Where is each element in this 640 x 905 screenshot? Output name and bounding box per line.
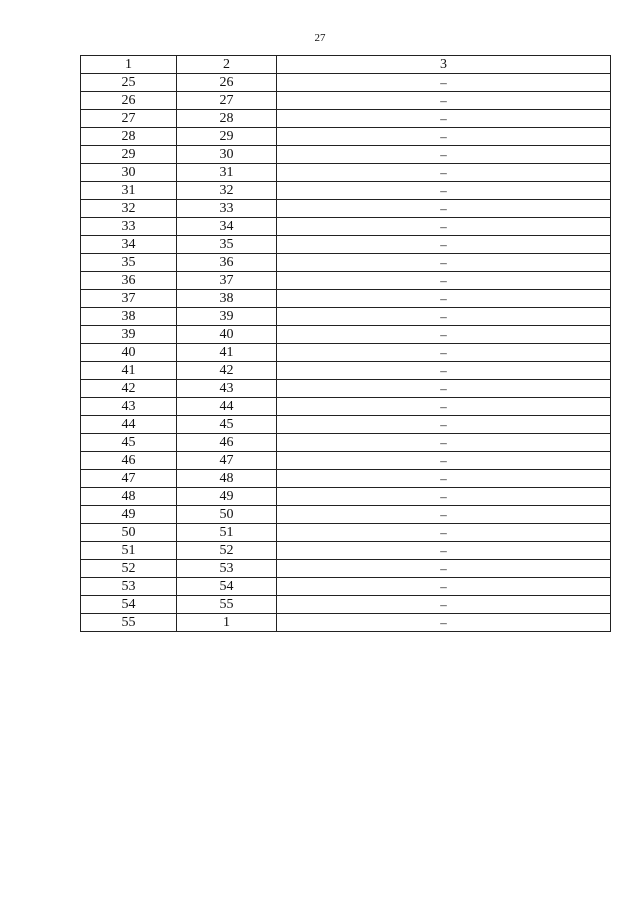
table-cell-col3: – <box>277 506 611 524</box>
column-header-1: 1 <box>81 56 177 74</box>
table-cell-col1: 52 <box>81 560 177 578</box>
table-cell-col2: 29 <box>177 128 277 146</box>
table-cell-col3: – <box>277 452 611 470</box>
table-cell-col2: 33 <box>177 200 277 218</box>
table-cell-col2: 35 <box>177 236 277 254</box>
table-cell-col1: 54 <box>81 596 177 614</box>
table-cell-col2: 36 <box>177 254 277 272</box>
table-cell-col1: 53 <box>81 578 177 596</box>
table-cell-col3: – <box>277 488 611 506</box>
table-cell-col3: – <box>277 596 611 614</box>
table-cell-col1: 37 <box>81 290 177 308</box>
table-cell-col1: 38 <box>81 308 177 326</box>
table-cell-col2: 42 <box>177 362 277 380</box>
table-row <box>81 452 611 470</box>
table-cell-col2: 46 <box>177 434 277 452</box>
table-body <box>81 74 611 632</box>
table-cell-col2: 54 <box>177 578 277 596</box>
table-row <box>81 344 611 362</box>
table-row <box>81 560 611 578</box>
table-cell-col3: – <box>277 128 611 146</box>
table-cell-col3: – <box>277 272 611 290</box>
table-row <box>81 182 611 200</box>
table-cell-col3: – <box>277 308 611 326</box>
table-cell-col1: 48 <box>81 488 177 506</box>
table-cell-col3: – <box>277 74 611 92</box>
table-cell-col1: 39 <box>81 326 177 344</box>
table-cell-col3: – <box>277 524 611 542</box>
table-row <box>81 398 611 416</box>
table-cell-col2: 43 <box>177 380 277 398</box>
table-cell-col2: 38 <box>177 290 277 308</box>
table-cell-col1: 35 <box>81 254 177 272</box>
table-row <box>81 578 611 596</box>
table-cell-col1: 43 <box>81 398 177 416</box>
table-cell-col3: – <box>277 218 611 236</box>
table-row <box>81 200 611 218</box>
table-row <box>81 470 611 488</box>
table-row <box>81 218 611 236</box>
table-cell-col2: 47 <box>177 452 277 470</box>
table-cell-col2: 30 <box>177 146 277 164</box>
table-row <box>81 92 611 110</box>
column-header-2: 2 <box>177 56 277 74</box>
table-cell-col3: – <box>277 182 611 200</box>
table-cell-col3: – <box>277 560 611 578</box>
table-cell-col3: – <box>277 200 611 218</box>
table-cell-col1: 50 <box>81 524 177 542</box>
table-row <box>81 434 611 452</box>
table-cell-col2: 40 <box>177 326 277 344</box>
table-cell-col2: 44 <box>177 398 277 416</box>
table-row <box>81 542 611 560</box>
table-cell-col3: – <box>277 578 611 596</box>
page-number: 27 <box>314 32 326 44</box>
table-row <box>81 614 611 632</box>
table-cell-col3: – <box>277 470 611 488</box>
table-cell-col2: 45 <box>177 416 277 434</box>
table-row <box>81 488 611 506</box>
table-header-row <box>81 56 611 74</box>
table-cell-col2: 26 <box>177 74 277 92</box>
table-cell-col3: – <box>277 614 611 632</box>
table-row <box>81 236 611 254</box>
table-cell-col1: 27 <box>81 110 177 128</box>
table-cell-col2: 50 <box>177 506 277 524</box>
table-cell-col3: – <box>277 542 611 560</box>
table-cell-col1: 29 <box>81 146 177 164</box>
table-cell-col3: – <box>277 164 611 182</box>
table-cell-col1: 41 <box>81 362 177 380</box>
table-cell-col1: 46 <box>81 452 177 470</box>
table-cell-col1: 40 <box>81 344 177 362</box>
table-cell-col1: 51 <box>81 542 177 560</box>
table-cell-col1: 31 <box>81 182 177 200</box>
table-row <box>81 290 611 308</box>
table-row <box>81 524 611 542</box>
table-cell-col3: – <box>277 110 611 128</box>
table-cell-col1: 33 <box>81 218 177 236</box>
table-row <box>81 74 611 92</box>
table-cell-col3: – <box>277 416 611 434</box>
table-cell-col3: – <box>277 398 611 416</box>
table-cell-col3: – <box>277 254 611 272</box>
table-row <box>81 380 611 398</box>
table-cell-col1: 26 <box>81 92 177 110</box>
table-row <box>81 110 611 128</box>
table-cell-col2: 49 <box>177 488 277 506</box>
table-header <box>81 56 611 74</box>
table-cell-col1: 55 <box>81 614 177 632</box>
table-cell-col2: 1 <box>177 614 277 632</box>
column-header-3: 3 <box>277 56 611 74</box>
table-cell-col2: 41 <box>177 344 277 362</box>
table-cell-col2: 51 <box>177 524 277 542</box>
table-cell-col2: 27 <box>177 92 277 110</box>
table-cell-col2: 53 <box>177 560 277 578</box>
table-cell-col3: – <box>277 236 611 254</box>
table-cell-col1: 44 <box>81 416 177 434</box>
data-table <box>80 55 611 632</box>
table-cell-col3: – <box>277 290 611 308</box>
table-cell-col1: 28 <box>81 128 177 146</box>
table-cell-col2: 31 <box>177 164 277 182</box>
table-row <box>81 254 611 272</box>
table-cell-col1: 34 <box>81 236 177 254</box>
table-cell-col1: 47 <box>81 470 177 488</box>
table-cell-col2: 55 <box>177 596 277 614</box>
table-row <box>81 326 611 344</box>
table-cell-col3: – <box>277 146 611 164</box>
table-row <box>81 308 611 326</box>
table-cell-col1: 45 <box>81 434 177 452</box>
table-cell-col2: 39 <box>177 308 277 326</box>
table-cell-col2: 52 <box>177 542 277 560</box>
table-cell-col3: – <box>277 434 611 452</box>
table-cell-col2: 48 <box>177 470 277 488</box>
table-cell-col3: – <box>277 380 611 398</box>
table-row <box>81 272 611 290</box>
table-cell-col1: 32 <box>81 200 177 218</box>
table-cell-col3: – <box>277 362 611 380</box>
table-row <box>81 164 611 182</box>
table-cell-col1: 36 <box>81 272 177 290</box>
table-cell-col1: 49 <box>81 506 177 524</box>
table-row <box>81 146 611 164</box>
table-cell-col3: – <box>277 92 611 110</box>
table-cell-col2: 28 <box>177 110 277 128</box>
table-cell-col2: 37 <box>177 272 277 290</box>
table-row <box>81 128 611 146</box>
table-cell-col1: 42 <box>81 380 177 398</box>
table-cell-col1: 30 <box>81 164 177 182</box>
table-row <box>81 506 611 524</box>
table-row <box>81 416 611 434</box>
table-cell-col2: 34 <box>177 218 277 236</box>
table-cell-col3: – <box>277 326 611 344</box>
table-row <box>81 362 611 380</box>
table-row <box>81 596 611 614</box>
table-cell-col2: 32 <box>177 182 277 200</box>
table-cell-col1: 25 <box>81 74 177 92</box>
table-cell-col3: – <box>277 344 611 362</box>
